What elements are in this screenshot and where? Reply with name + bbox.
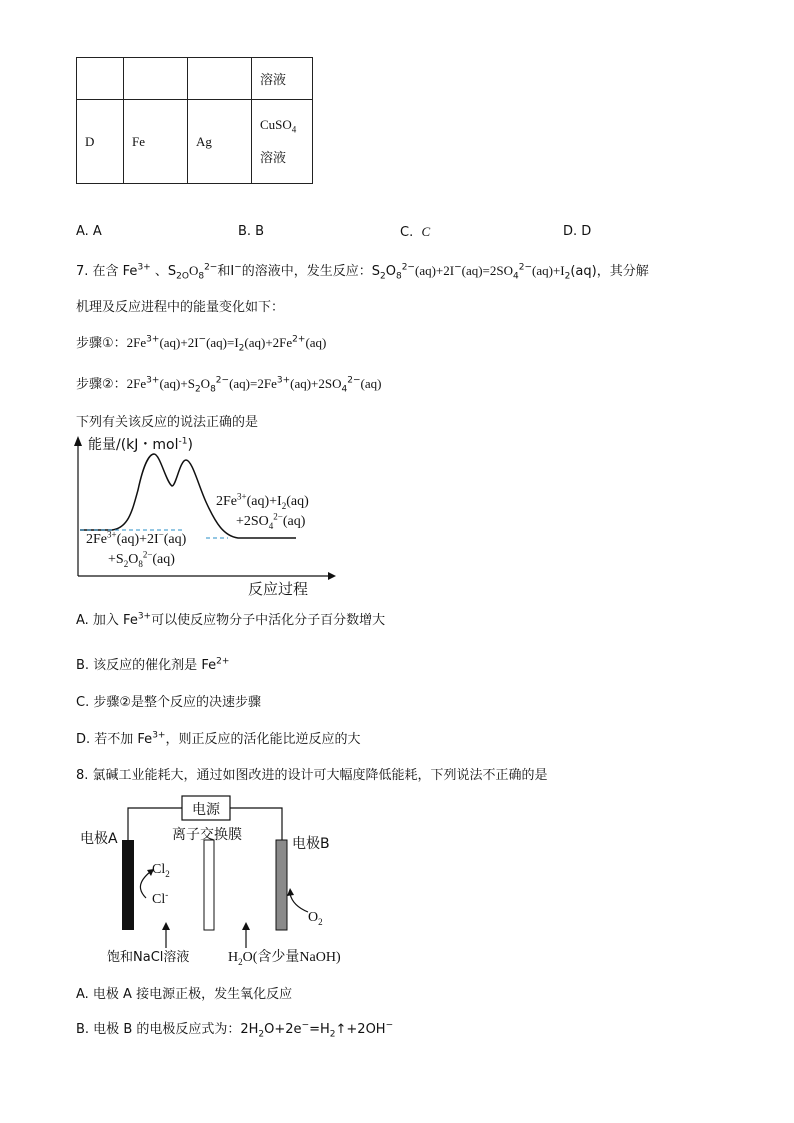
electrolysis-diagram (76, 790, 376, 970)
table-cell (124, 100, 188, 184)
oxygen-arrow (290, 894, 308, 912)
answer-table (76, 57, 313, 184)
table-cell-text: Fe (132, 133, 145, 149)
table-cell-text: D (85, 133, 95, 149)
chloride-arrow (140, 872, 150, 898)
products-label-line2: $+2SO_4^{2-}(aq)$ (236, 511, 306, 531)
q7-option-d: D. 若不加 $Fe^{3+}$，则正反应的活化能比逆反应的大 (76, 730, 361, 747)
q8-option-b: B. 电极 B 的电极反应式为：$2H_2O+2e^-=H_2↑+2OH^-$ (76, 1020, 394, 1040)
products-label-line1: $2Fe^{3+}(aq)+I_2(aq)$ (216, 491, 309, 511)
left-solution-label: 饱和NaCl溶液 (107, 950, 190, 965)
question-7-stem: 7. 在含 $Fe^{3+}$ 、$S_{2O}O_8^{2-}$和I−的溶液中，发生反应：$S_2O_8^{2-}(aq)+2I^-(aq)=2SO_4^{2-}(aq)+I_2(aq)$，其分解 (76, 262, 649, 282)
electrode-a (122, 840, 134, 930)
chart-ylabel: 能量/(kJ・mol$^{-1}$) (88, 436, 193, 453)
step-2: 步骤②：$2Fe^{3+}(aq)+S_2O_8^{2-}(aq)=2Fe^{3+}(aq)+2SO_4^{2-}(aq)$ (76, 375, 382, 395)
q8-option-a: A. 电极 A 接电源正极，发生氧化反应 (76, 987, 293, 1002)
table-cell (77, 100, 124, 184)
cl-minus-label: Cl- (152, 889, 169, 907)
table-cell-line: CuSO$_4$ (260, 116, 297, 135)
table-cell-text: Ag (196, 133, 212, 149)
cl2-label: $Cl_2$ (152, 862, 170, 879)
y-axis-arrow (74, 436, 82, 446)
q7-option-b: B. 该反应的催化剂是 $Fe^{2+}$ (76, 656, 230, 673)
o2-label: $O_2$ (308, 910, 323, 927)
question-7-stem-line2: 机理及反应进程中的能量变化如下： (76, 300, 285, 315)
table-cell (252, 100, 313, 184)
table-cell-text: 溶液 (260, 73, 287, 88)
inlet-arrow-left-head (162, 922, 170, 930)
table-cell (77, 58, 124, 100)
reactants-label-line2: $+S_2O_8^{2-}(aq)$ (108, 549, 175, 569)
table-cell (188, 100, 252, 184)
table-cell (252, 58, 313, 100)
right-solution-label: $H_2O$(含少量NaOH) (228, 950, 341, 967)
electrode-b-label: 电极B (292, 836, 330, 852)
membrane-label: 离子交换膜 (172, 827, 242, 843)
option-c: C. C (400, 224, 431, 240)
chart-xlabel: 反应过程 (248, 580, 309, 598)
ion-exchange-membrane (204, 840, 214, 930)
inlet-arrow-right-head (242, 922, 250, 930)
q7-option-c: C. 步骤②是整个反应的决速步骤 (76, 695, 261, 710)
electrode-b (276, 840, 287, 930)
option-b: B. B (238, 224, 265, 239)
power-label: 电源 (192, 802, 220, 818)
step-1: 步骤①：$2Fe^{3+}(aq)+2I^-(aq)=I_2(aq)+2Fe^{2+}(aq)$ (76, 334, 327, 354)
table-cell (124, 58, 188, 100)
question-7-prompt: 下列有关该反应的说法正确的是 (76, 415, 259, 430)
table-cell (188, 58, 252, 100)
option-d: D. D (563, 224, 592, 239)
question-8-stem: 8. 氯碱工业能耗大，通过如图改进的设计可大幅度降低能耗，下列说法不正确的是 (76, 768, 548, 783)
table-cell-line: 溶液 (260, 150, 287, 166)
electrode-a-label: 电极A (80, 831, 118, 847)
reactants-label-line1: $2Fe^{3+}(aq)+2I^-(aq)$ (86, 529, 187, 547)
option-a: A. A (76, 224, 102, 239)
x-axis-arrow (328, 572, 336, 580)
q7-option-a: A. 加入 $Fe^{3+}$可以使反应物分子中活化分子百分数增大 (76, 611, 386, 628)
oxygen-arrow-head (287, 888, 294, 896)
